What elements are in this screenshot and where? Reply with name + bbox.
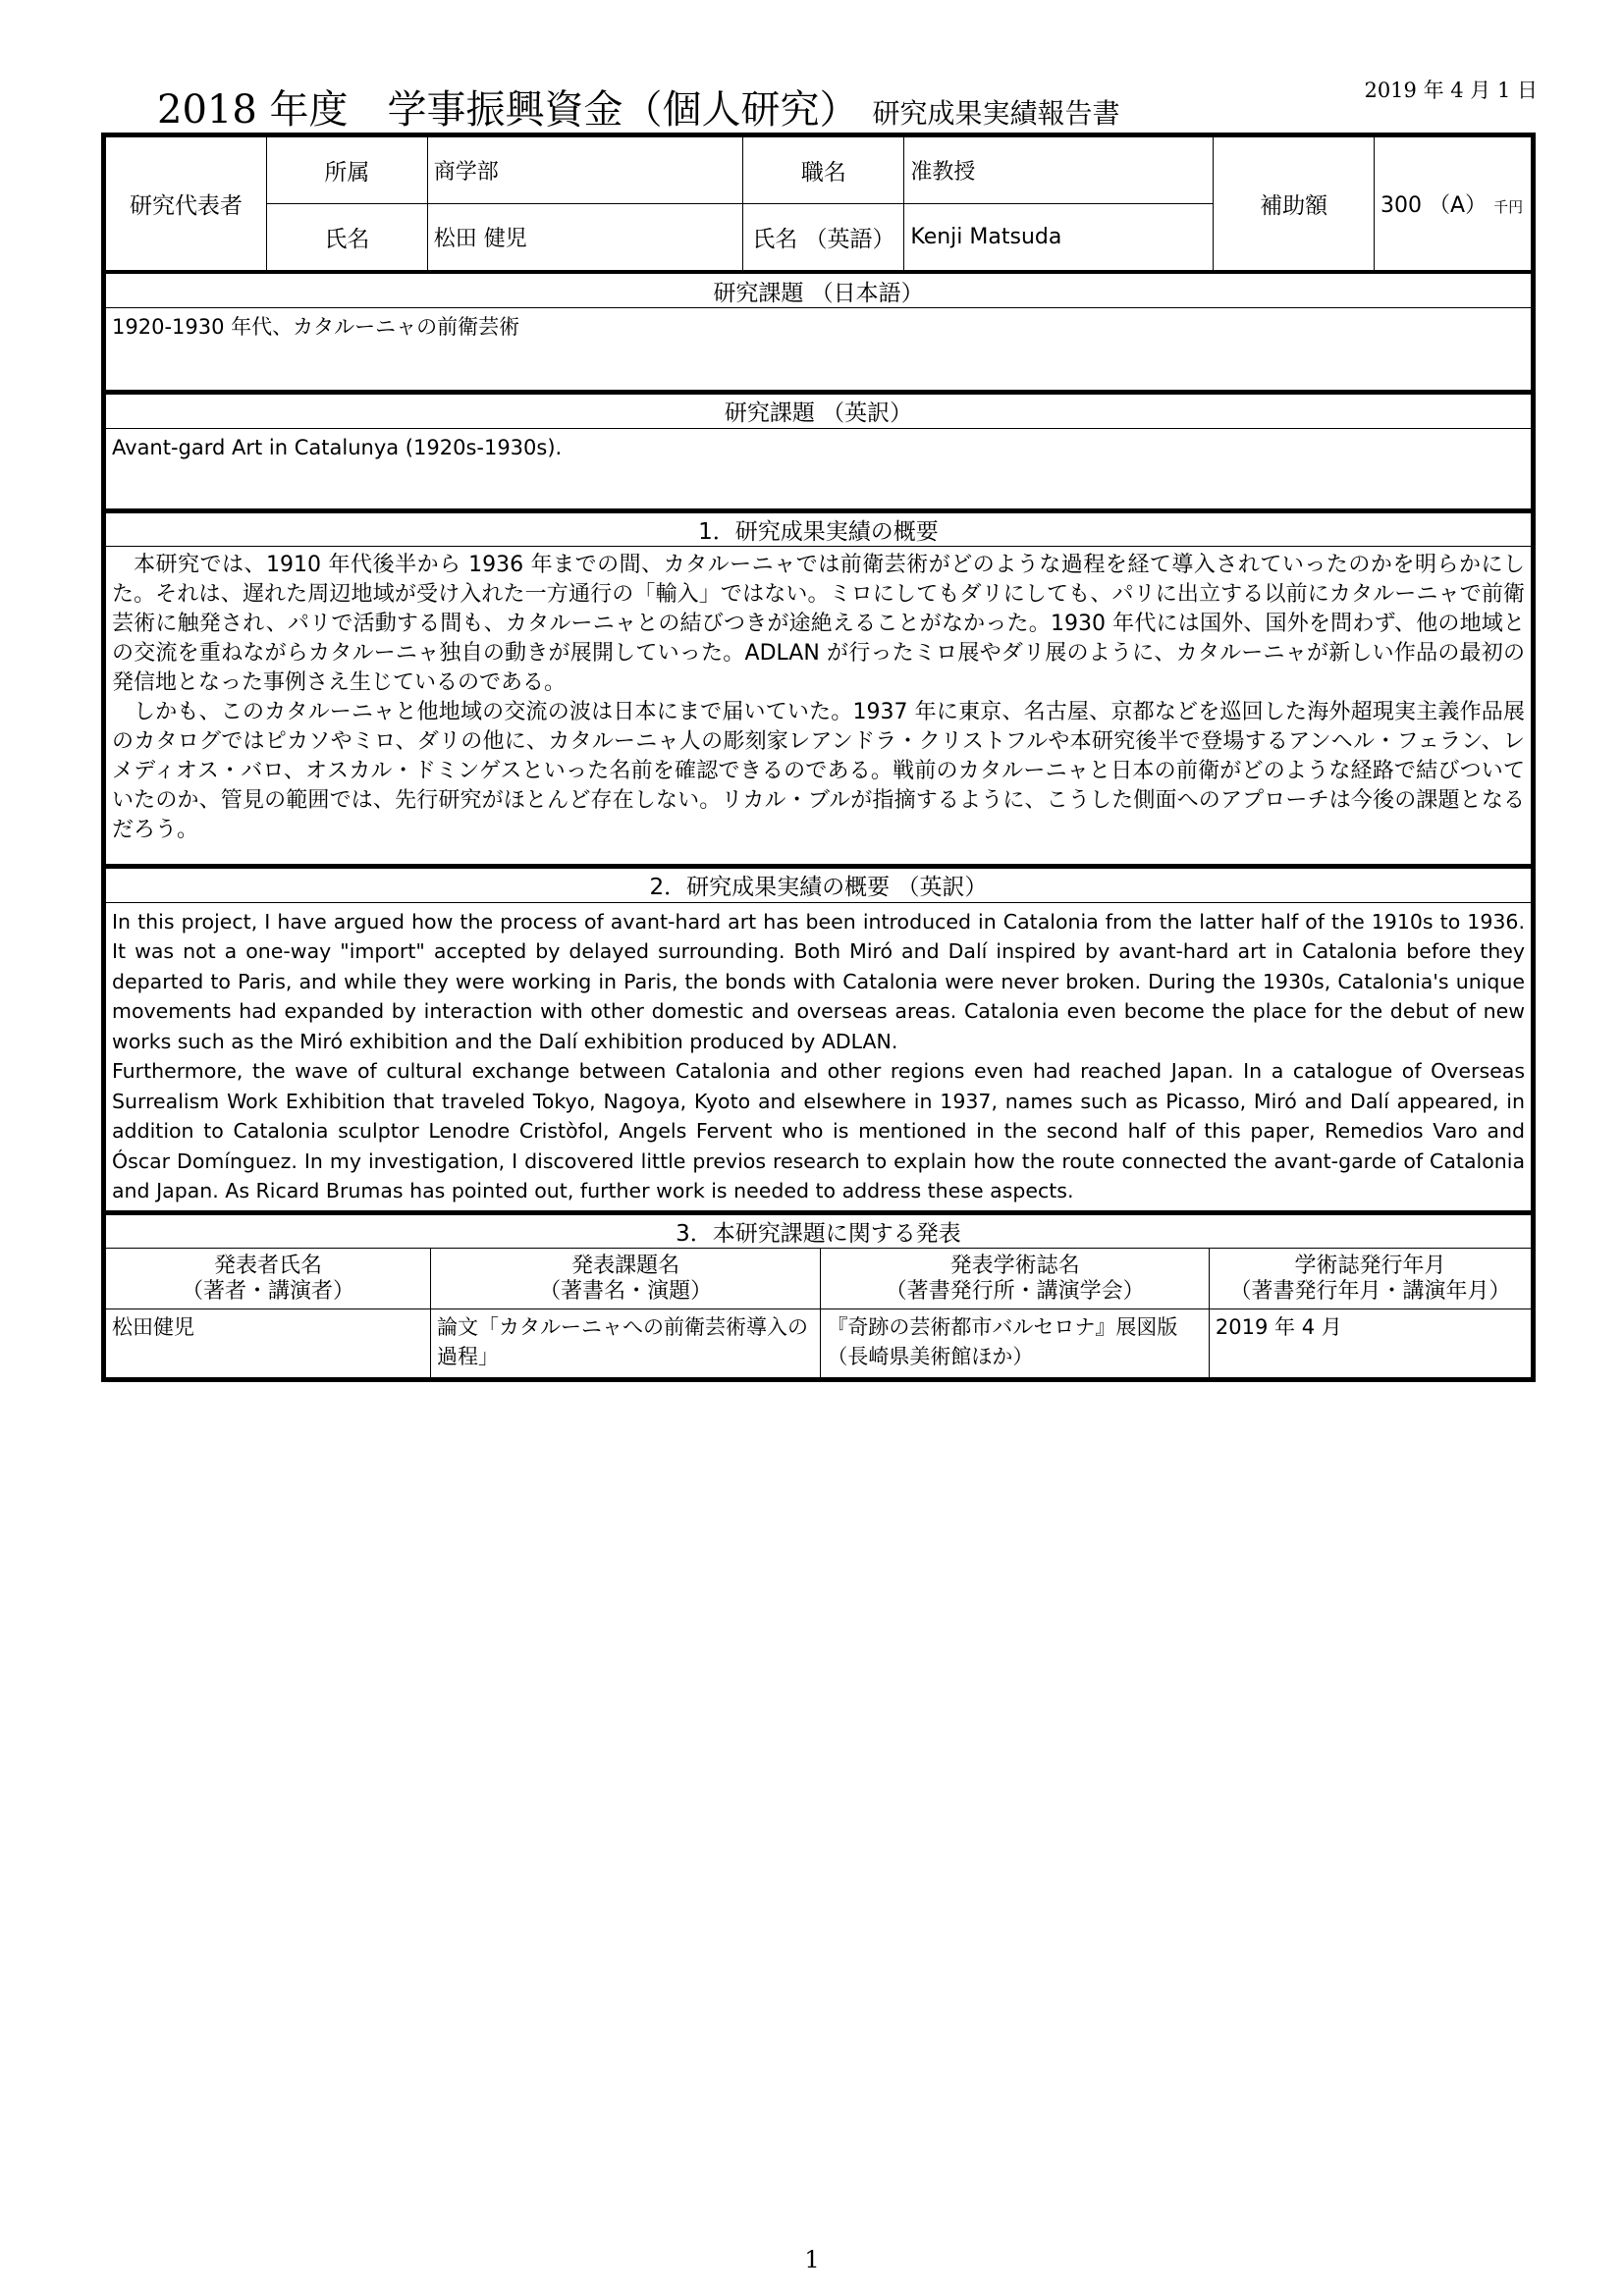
presenter-cell: 松田健児 xyxy=(106,1309,431,1378)
title-cell: 論文「カタルーニャへの前衛芸術導入の過程」 xyxy=(430,1309,820,1378)
column-header-line: 発表学術誌名 xyxy=(949,1253,1080,1278)
report-date: 2019 年 4 月 1 日 xyxy=(1364,79,1538,102)
presentations-table xyxy=(105,1211,1532,1379)
topic-en-text: Avant-gard Art in Catalunya (1920s-1930s). xyxy=(106,428,1532,508)
summary-jp-table xyxy=(105,509,1532,866)
topic-jp-text: 1920-1930 年代、カタルーニャの前衛芸術 xyxy=(106,308,1532,391)
column-header-line: 学術誌発行年月 xyxy=(1294,1253,1446,1278)
grant-cell xyxy=(1375,137,1532,271)
topic-jp-heading: 研究課題 （日本語） xyxy=(106,273,1532,308)
journal-cell: 『奇跡の芸術都市バルセロナ』展図版（長崎県美術館ほか） xyxy=(821,1309,1209,1378)
summary-en-paragraph-1: In this project, I have argued how the process of avant-hard art has been introduced in Catalonia from the latter half of the 1910s to 1936. It was not a one-way "import" accepted by delayed surrounding. Both Miró and Dalí inspired by avant-hard art in Catalonia before they departed to Paris, and while they were working in Paris, the bonds with Catalonia were never broken. During the 1930s, Catalonia's unique movements had expanded by interaction with other domestic and overseas areas. Catalonia even become the place for the debut of new works such as the Miró exhibition and the Dalí exhibition produced by ADLAN. xyxy=(112,909,1525,1053)
summary-en-body xyxy=(106,902,1532,1210)
name-en-label: 氏名 （英語） xyxy=(743,204,904,271)
summary-jp-paragraph-1: 本研究では、1910 年代後半から 1936 年までの間、カタルーニャでは前衛芸術がどのような過程を経て導入されていったのかを明らかにした。それは、遅れた周辺地域が受け入れた一方通行の「輸入」ではない。ミロにしてもダリにしても、パリに出立する以前にカタルーニャで前衛芸術に触発され、パリで活動する間も、カタルーニャとの結びつきが途絶えることがなかった。1930 年代には国外、国外を問わず、他の地域との交流を重ねながらカタルーニャ独自の動きが展開していった。ADLAN が行ったミロ展やダリ展のように、カタルーニャが新しい作品の最初の発信地となった事例さえ生じているのである。 xyxy=(112,553,1525,695)
report-form xyxy=(101,133,1536,1382)
grant-value: 300 （A） xyxy=(1380,193,1488,218)
column-header-line: （著書名・演題） xyxy=(539,1278,713,1304)
date-cell: 2019 年 4 月 xyxy=(1209,1309,1531,1378)
topic-en-table xyxy=(105,391,1532,509)
position-label: 職名 xyxy=(743,137,904,204)
sub-title: 研究成果実績報告書 xyxy=(872,97,1120,130)
column-header-line: （著書発行所・講演学会） xyxy=(885,1278,1145,1304)
topic-jp-table xyxy=(105,271,1532,391)
column-header-date xyxy=(1209,1249,1531,1309)
name-value: 松田 健児 xyxy=(427,204,743,271)
page-number: 1 xyxy=(804,2246,820,2273)
column-header-line: （著者・講演者） xyxy=(181,1278,354,1304)
affiliation-value: 商学部 xyxy=(427,137,743,204)
summary-jp-body xyxy=(106,547,1532,865)
topic-en-heading: 研究課題 （英訳） xyxy=(106,393,1532,428)
presentations-heading: 3．本研究課題に関する発表 xyxy=(106,1213,1532,1249)
summary-jp-heading: 1．研究成果実績の概要 xyxy=(106,511,1532,547)
column-header-line: 発表者氏名 xyxy=(213,1253,322,1278)
name-label: 氏名 xyxy=(266,204,427,271)
name-en-value: Kenji Matsuda xyxy=(904,204,1214,271)
representative-label: 研究代表者 xyxy=(106,137,267,271)
column-header-title xyxy=(430,1249,820,1309)
column-header-line: 発表課題名 xyxy=(571,1253,680,1278)
summary-jp-paragraph-2: しかも、このカタルーニャと他地域の交流の波は日本にまで届いていた。1937 年に東京、名古屋、京都などを巡回した海外超現実主義作品展のカタログではピカソやミロ、ダリの他に、カタルーニャ人の彫刻家レアンドラ・クリストフルや本研究後半で登場するアンヘル・フェラン、レメディオス・バロ、オスカル・ドミンゲスといった名前を確認できるのである。戦前のカタルーニャと日本の前衛がどのような経路で結びついていたのか、管見の範囲では、先行研究がほとんど存在しない。リカル・ブルが指摘するように、こうした側面へのアプローチは今後の課題となるだろう。 xyxy=(112,700,1525,842)
table-row xyxy=(106,1309,1532,1378)
summary-en-table xyxy=(105,865,1532,1211)
summary-en-paragraph-2: Furthermore, the wave of cultural exchange between Catalonia and other regions even had reached Japan. In a catalogue of Overseas Surrealism Work Exhibition that traveled Tokyo, Nagoya, Kyoto and elsewhere in 1937, names such as Picasso, Miró and Dalí appeared, in addition to Catalonia sculptor Lenodre Cristòfol, Angels Fervent who is mentioned in the second half of this paper, Remedios Varo and Óscar Domínguez. In my investigation, I discovered little previos research to explain how the route connected the avant-garde of Catalonia and Japan. As Ricard Brumas has pointed out, further work is needed to address these aspects. xyxy=(112,1059,1525,1202)
main-title: 2018 年度 学事振興資金（個人研究） xyxy=(157,87,859,133)
grant-label: 補助額 xyxy=(1214,137,1375,271)
column-header-presenter xyxy=(106,1249,431,1309)
position-value: 准教授 xyxy=(904,137,1214,204)
grant-unit: 千円 xyxy=(1493,198,1524,216)
document-title xyxy=(157,79,1120,137)
column-header-line: （著書発行年月・講演年月） xyxy=(1229,1278,1511,1304)
summary-en-heading: 2．研究成果実績の概要 （英訳） xyxy=(106,867,1532,902)
column-header-journal xyxy=(821,1249,1209,1309)
affiliation-label: 所属 xyxy=(266,137,427,204)
researcher-table xyxy=(105,136,1532,271)
